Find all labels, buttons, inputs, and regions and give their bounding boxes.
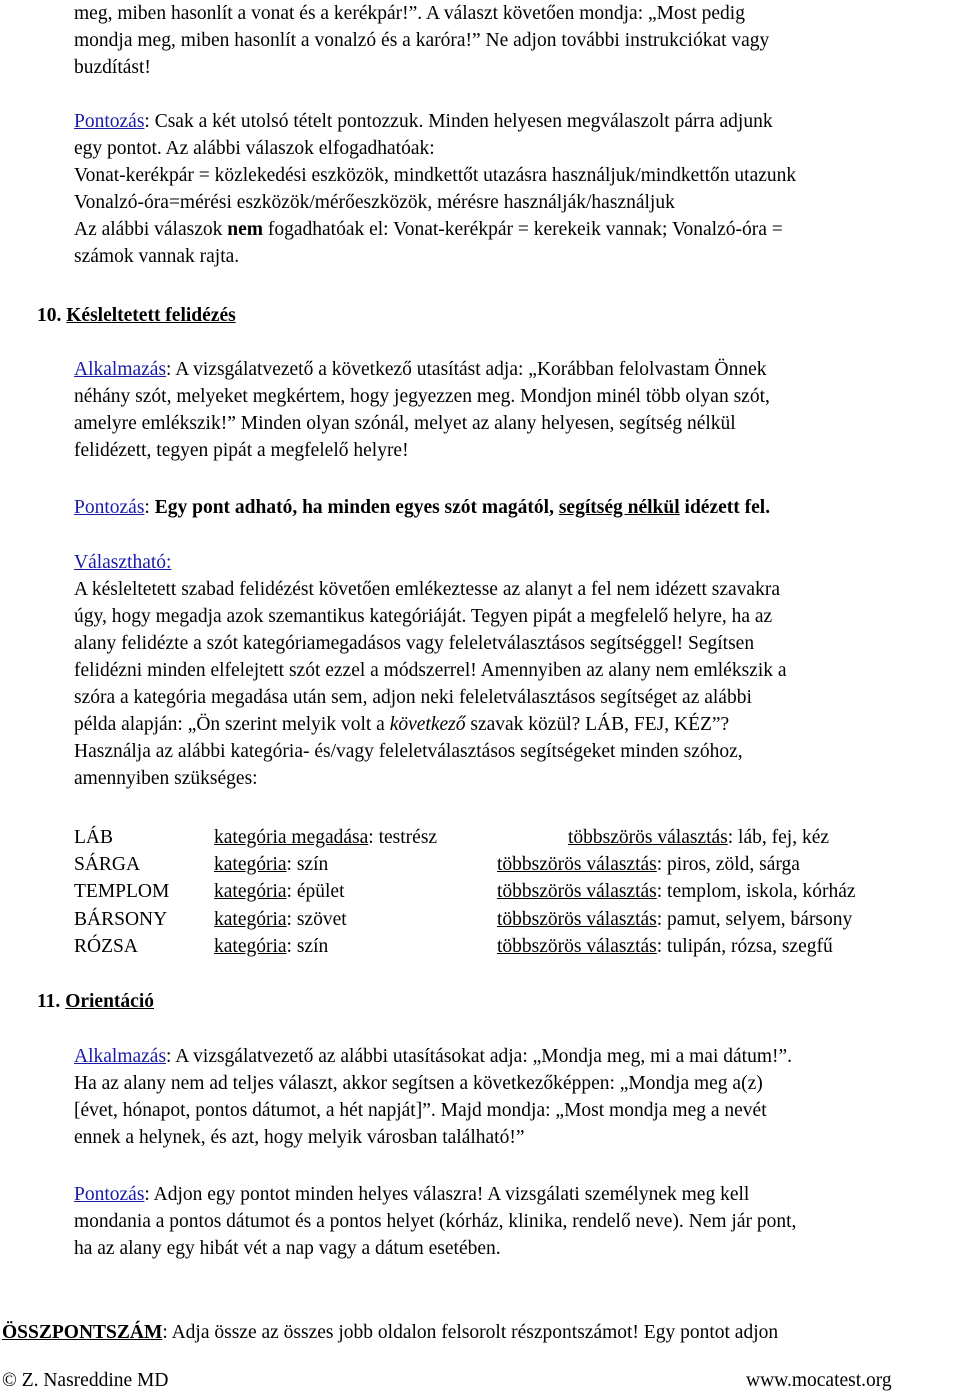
text-fragment: példa alapján: „Ön szerint melyik volt a xyxy=(74,714,390,735)
word-row xyxy=(74,851,958,878)
optional-paragraph-10 xyxy=(74,549,958,792)
text-fragment: Az alábbi válaszok xyxy=(74,219,228,240)
scoring-paragraph-11 xyxy=(74,1181,958,1262)
section-number: 10. xyxy=(37,305,62,326)
text-line: : Csak a két utolsó tételt pontozzuk. Minden helyesen megválaszolt párra adjunk xyxy=(144,111,773,132)
multiple-choice-label: többszörös választás xyxy=(497,854,657,875)
multiple-choice-label: többszörös választás xyxy=(497,909,657,930)
text-fragment: fogadhatóak el: Vonat-kerékpár = kerekeik vannak; Vonalzó-óra = xyxy=(262,219,783,240)
scoring-label: Pontozás xyxy=(74,497,145,518)
intro-paragraph xyxy=(74,0,958,81)
section-title: Késleltetett felidézés xyxy=(66,305,236,326)
category-label: kategória xyxy=(214,881,287,902)
section-heading-11 xyxy=(37,988,154,1015)
word-row xyxy=(74,906,958,933)
text-fragment: szavak közül? LÁB, FEJ, KÉZ”? xyxy=(465,714,730,735)
word-row xyxy=(74,824,958,851)
section-heading-10 xyxy=(37,302,236,329)
text-line: Vonat-kerékpár = közlekedési eszközök, mindkettőt utazásra használjuk/mindkettőn utazunk xyxy=(74,165,797,186)
text-line: Ha az alany nem ad teljes választ, akkor segítsen a következőképpen: „Mondja meg a(z) xyxy=(74,1073,763,1094)
emphasis-nem: nem xyxy=(227,219,263,240)
text-line: úgy, hogy megadja azok szemantikus kategóriáját. Tegyen pipát a megfelelő helyre, ha az xyxy=(74,606,773,627)
text-line: egy pontot. Az alábbi válaszok elfogadhatóak: xyxy=(74,138,435,159)
text-line: : Adja össze az összes jobb oldalon felsorolt részpontszámot! Egy pontot adjon xyxy=(162,1322,779,1343)
text-line: felidézett, tegyen pipát a megfelelő helyre! xyxy=(74,440,409,461)
category-value: : szín xyxy=(286,936,329,957)
word: RÓZSA xyxy=(74,936,138,957)
text-line: amennyiben szükséges: xyxy=(74,768,258,789)
text-line: amelyre emlékszik!” Minden olyan szónál, melyet az alany helyesen, segítség nélkül xyxy=(74,413,736,434)
text-line: : Adjon egy pontot minden helyes válaszra! A vizsgálati személynek meg kell xyxy=(144,1184,750,1205)
word: TEMPLOM xyxy=(74,881,170,902)
optional-label: Választható: xyxy=(74,552,172,573)
section-number: 11. xyxy=(37,991,61,1012)
category-label: kategória megadása xyxy=(214,827,369,848)
scoring-paragraph-10 xyxy=(74,494,958,521)
application-label: Alkalmazás xyxy=(74,1046,167,1067)
total-score-line xyxy=(2,1319,778,1346)
text-line: alany felidézte a szót kategóriamegadásos vagy feleletválasztásos segítséggel! Segítsen xyxy=(74,633,755,654)
text-line: [évet, hónapot, pontos dátumot, a hét napját]”. Majd mondja: „Most mondja meg a nevét xyxy=(74,1100,767,1121)
category-label: kategória xyxy=(214,909,287,930)
text-line: Használja az alábbi kategória- és/vagy feleletválasztásos segítségeket minden szóhoz, xyxy=(74,741,743,762)
multiple-choice-value: : piros, zöld, sárga xyxy=(656,854,800,875)
text-line: szóra a kategória megadása után sem, adjon neki feleletválasztásos segítséget az alábbi xyxy=(74,687,752,708)
category-value: : szín xyxy=(286,854,329,875)
text-line: számok vannak rajta. xyxy=(74,246,240,267)
text-fragment: Egy pont adható, ha minden egyes szót magától, xyxy=(154,497,559,518)
text-line: néhány szót, melyeket megkértem, hogy jegyezzen meg. Mondjon minél több olyan szót, xyxy=(74,386,770,407)
text-line: A késleltetett szabad felidézést követően emlékeztesse az alanyt a fel nem idézett szavakra xyxy=(74,579,780,600)
emphasis-segitseg-nelkul: segítség nélkül xyxy=(558,497,680,518)
text-line: : A vizsgálatvezető a következő utasítást adja: „Korábban felolvastam Önnek xyxy=(166,359,767,380)
category-value: : szövet xyxy=(286,909,347,930)
text-fragment: idézett fel. xyxy=(679,497,771,518)
text-line: mondja meg, miben hasonlít a vonalzó és a karóra!” Ne adjon további instrukciókat vagy xyxy=(74,30,770,51)
application-label: Alkalmazás xyxy=(74,359,167,380)
category-value: : épület xyxy=(286,881,345,902)
word: SÁRGA xyxy=(74,854,141,875)
multiple-choice-value: : láb, fej, kéz xyxy=(727,827,830,848)
application-paragraph-10 xyxy=(74,356,958,464)
category-value: : testrész xyxy=(368,827,438,848)
text-line: buzdítást! xyxy=(74,57,151,78)
text-line: : A vizsgálatvezető az alábbi utasításokat adja: „Mondja meg, mi a mai dátum!”. xyxy=(166,1046,793,1067)
text-line: Vonalzó-óra=mérési eszközök/mérőeszközök, mérésre használják/használjuk xyxy=(74,192,675,213)
text-line: felidézni minden elfelejtett szót ezzel a módszerrel! Amennyiben az alany nem emlékszik a xyxy=(74,660,787,681)
footer-copyright: © Z. Nasreddine MD xyxy=(2,1370,169,1391)
text-line: mondania a pontos dátumot és a pontos helyet (kórház, klinika, rendelő neve). Nem jár pont, xyxy=(74,1211,797,1232)
multiple-choice-label: többszörös választás xyxy=(497,936,657,957)
footer-website[interactable]: www.mocatest.org xyxy=(746,1370,892,1391)
multiple-choice-value: : templom, iskola, kórház xyxy=(656,881,856,902)
scoring-label: Pontozás xyxy=(74,1184,145,1205)
scoring-paragraph-9 xyxy=(74,108,958,270)
emphasis-kovetkezo: következő xyxy=(389,714,466,735)
multiple-choice-value: : pamut, selyem, bársony xyxy=(656,909,853,930)
section-title: Orientáció xyxy=(65,991,154,1012)
multiple-choice-label: többszörös választás xyxy=(497,881,657,902)
multiple-choice-value: : tulipán, rózsa, szegfű xyxy=(656,936,833,957)
category-label: kategória xyxy=(214,854,287,875)
word: BÁRSONY xyxy=(74,909,168,930)
word-row xyxy=(74,878,958,905)
total-score-label: ÖSSZPONTSZÁM xyxy=(2,1322,163,1343)
text-line: meg, miben hasonlít a vonat és a kerékpár!”. A választ követően mondja: „Most pedig xyxy=(74,3,745,24)
word-row xyxy=(74,933,958,960)
application-paragraph-11 xyxy=(74,1043,958,1151)
text-line: ennek a helynek, és azt, hogy melyik városban található!” xyxy=(74,1127,525,1148)
word: LÁB xyxy=(74,827,113,848)
scoring-label: Pontozás xyxy=(74,111,145,132)
category-label: kategória xyxy=(214,936,287,957)
multiple-choice-label: többszörös választás xyxy=(568,827,728,848)
text-fragment: : xyxy=(144,497,155,518)
text-line: ha az alany egy hibát vét a nap vagy a dátum esetében. xyxy=(74,1238,501,1259)
